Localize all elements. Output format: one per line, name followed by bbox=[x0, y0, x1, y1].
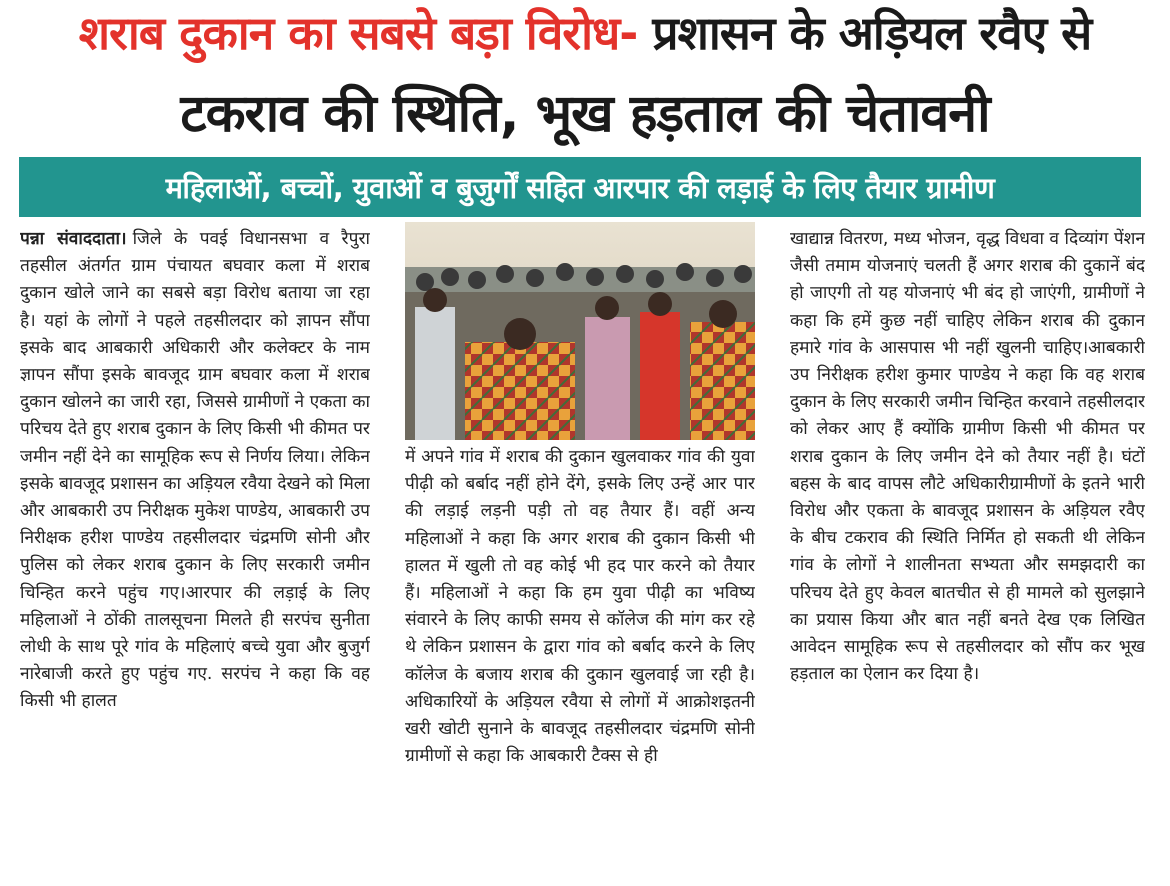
crowd-photo-illustration bbox=[405, 222, 755, 440]
column-1-text: जिले के पवई विधानसभा व रैपुरा तहसील अंतर्गत ग्राम पंचायत बघवार कला में शराब दुकान खोले जाने का सबसे बड़ा विरोध बताया जा रहा है। यहां के लोगों ने पहले तहसीलदार को ज्ञापन सौंपा इसके बाद आबकारी अधिकारी और कलेक्टर के नाम ज्ञापन सौंपा इसके बावजूद ग्राम बघवार कला में शराब दुकान खोलने का जारी रहा, जिससे ग्रामीणों ने एकता का परिचय देते हुए शराब दुकान के लिए किसी भी कीमत पर जमीन नहीं देने का सामूहिक रूप से निर्णय लिया। लेकिन इसके बावजूद प्रशासन का अड़ियल रवैया देखने को मिला और आबकारी उप निरीक्षक मुकेश पाण्डेय, आबकारी उप निरीक्षक हरीश पाण्डेय तहसीलदार चंद्रमणि सोनी और पुलिस को लेकर शराब दुकान के लिए सरकारी जमीन चिन्हित करने पहुंच गए।आरपार की लड़ाई के लिए महिलाओं ने ठोंकी तालसूचना मिलते ही सरपंच सुनीता लोधी के साथ पूरे गांव के महिलाएं बच्चे युवा और बुजुर्ग नारेबाजी करते हुए पहुंच गए. सरपंच ने कहा कि वह किसी भी हालत bbox=[20, 229, 370, 712]
crowd-photo bbox=[405, 222, 755, 440]
byline: पन्ना संवाददाता। bbox=[20, 229, 127, 249]
subheadline-banner: महिलाओं, बच्चों, युवाओं व बुजुर्गों सहित आरपार की लड़ाई के लिए तैयार ग्रामीण bbox=[19, 157, 1141, 217]
article-column-2: में अपने गांव में शराब की दुकान खुलवाकर गांव की युवा पीढ़ी को बर्बाद नहीं होने देंगे, इसके लिए उन्हें आर पार की लड़ाई लड़नी पड़ी तो वह तैयार हैं। वहीं अन्य महिलाओं ने कहा कि अगर शराब की दुकान किसी भी हालत में खुली तो वह कोई भी हद पार करने को तैयार हैं। महिलाओं ने कहा कि हम युवा पीढ़ी का भविष्य संवारने के लिए काफी समय से कॉलेज की मांग कर रहे थे लेकिन प्रशासन के द्वारा गांव को बर्बाद करने के लिए कॉलेज के बजाय शराब की दुकान खुलवाई जा रही है।अधिकारियों के अड़ियल रवैया से लोगों में आक्रोशइतनी खरी खोटी सुनाने के बावजूद तहसीलदार चंद्रमणि सोनी ग्रामीणों से कहा कि आबकारी टैक्स से ही bbox=[405, 447, 755, 767]
headline-line-1 bbox=[0, 6, 1170, 60]
article-column-3: खाद्यान्न वितरण, मध्य भोजन, वृद्ध विधवा व दिव्यांग पेंशन जैसी तमाम योजनाएं चलती हैं अगर शराब की दुकानें बंद हो जाएगी तो यह योजनाएं भी बंद हो जाएंगी, ग्रामीणों ने कहा कि हमें कुछ नहीं चाहिए लेकिन शराब की दुकान हमारे गांव के आसपास भी नहीं खुलनी चाहिए।आबकारी उप निरीक्षक हरीश कुमार पाण्डेय ने कहा कि वह शराब दुकान के लिए सरकारी जमीन चिन्हित करवाने तहसीलदार को लेकर आए हैं क्योंकि ग्रामीण किसी भी कीमत पर शराब दुकान के लिए जमीन देने को तैयार नहीं है। घंटों बहस के बाद वापस लौटे अधिकारीग्रामीणों के इतने भारी विरोध और एकता के बावजूद प्रशासन के अड़ियल रवैए के बीच टकराव की स्थिति निर्मित हो सकती थी लेकिन गांव के लोगों ने शालीनता सभ्यता और समझदारी का परिचय देते हुए केवल बातचीत से ही मामले को सुलझाने का प्रयास किया और बात नहीं बनते देख एक लिखित आवेदन सामूहिक रूप से तहसीलदार को सौंप कर भूख हड़ताल का ऐलान कर दिया है। bbox=[790, 229, 1145, 685]
headline-black-part: प्रशासन के अड़ियल रवैए से bbox=[637, 6, 1092, 60]
headline-line-2: टकराव की स्थिति, भूख हड़ताल की चेतावनी bbox=[180, 84, 990, 144]
article-column-1 bbox=[20, 226, 370, 886]
headline-red-part: शराब दुकान का सबसे बड़ा विरोध- bbox=[78, 6, 638, 60]
